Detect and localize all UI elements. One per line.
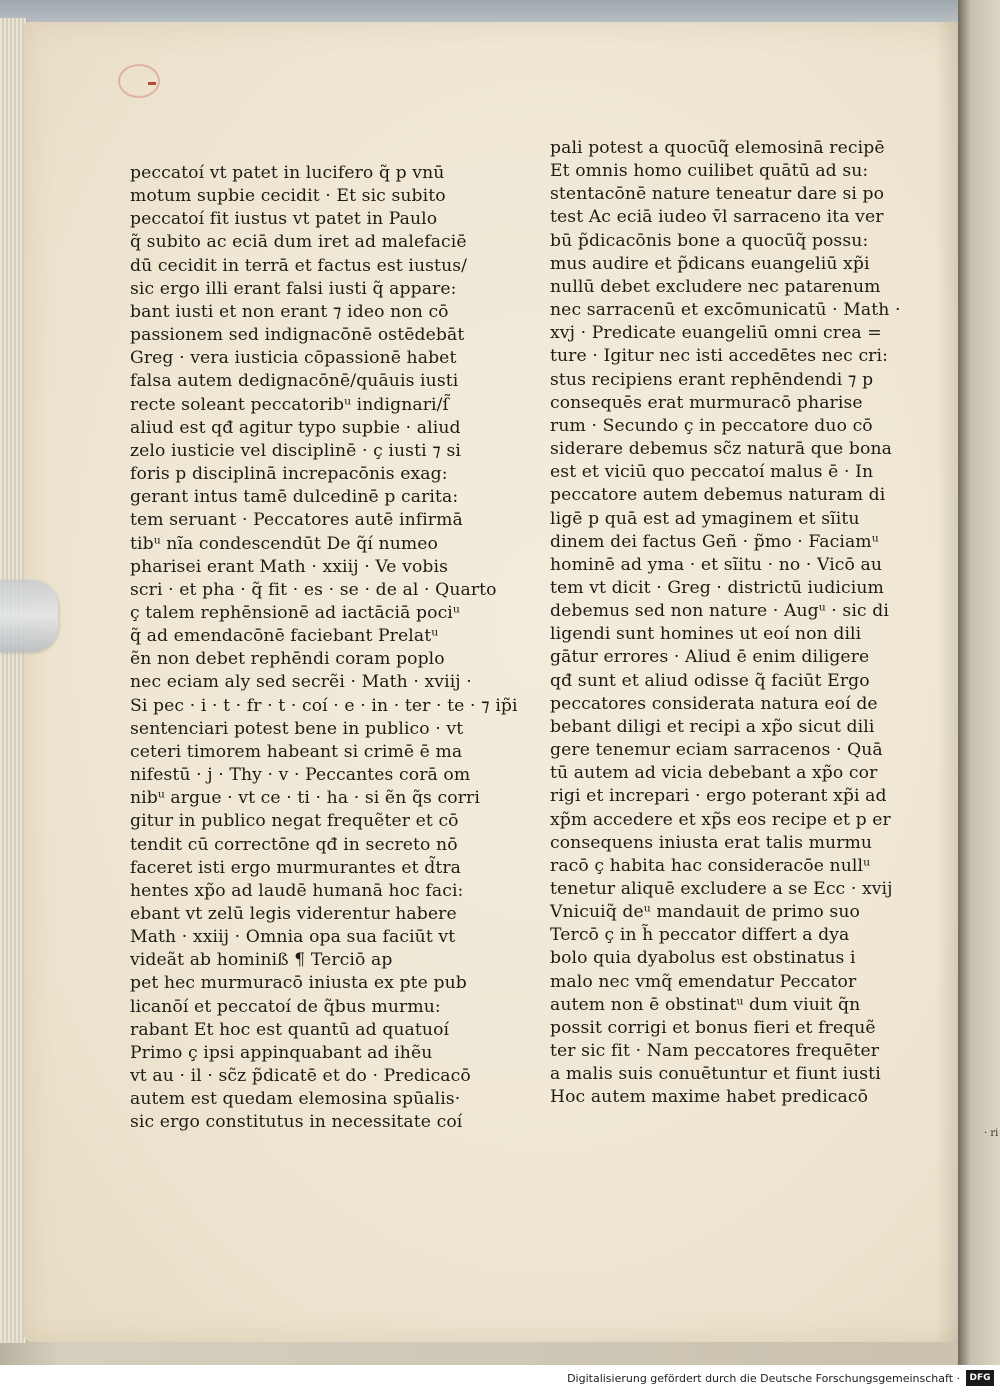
page-edge-stack [0, 18, 27, 1343]
text-line: Vnicuiq̃ deᵘ mandauit de primo suo [550, 902, 860, 923]
text-line: pharisei erant Math · xxiij · Ve vobis [130, 556, 449, 577]
text-line: a malis suis conuētuntur et fiunt iusti [550, 1064, 881, 1085]
text-line: Primo ç ipsi appinquabant ad ihẽu [130, 1042, 433, 1063]
text-line: sentenciari potest bene in publico · vt [130, 718, 464, 739]
text-line: peccatoí fit iustus vt patet in Paulo [130, 209, 438, 230]
text-line: recte soleant peccatoribᵘ indignari/ſ̃ [130, 394, 449, 415]
text-line: hentes xp̃o ad laudē humanā hoc faci: [130, 880, 464, 901]
text-line: Si pec · i · t · fr · t · coí · e · in · ter · te · ⁊ ip̃i [130, 695, 518, 716]
text-line: passionem sed indignacōnē ostēdebāt [130, 325, 465, 346]
text-line: racō ç habita hac consideracōe nullᵘ [550, 855, 871, 876]
text-line: peccatoí vt patet in lucifero q̃ p vnū [130, 163, 445, 183]
text-line: ter sic fit · Nam peccatores frequēter [550, 1041, 880, 1062]
rubric-dash [148, 82, 156, 85]
text-line: hominē ad yma · et sĩitu · no · Vicō au [550, 554, 883, 575]
text-line: ligendi sunt homines ut eoí non dili [550, 624, 862, 645]
text-line: consequēs erat murmuracō pharise [550, 392, 863, 413]
text-line: ligē p quā est ad ymaginem et sĩitu [550, 508, 860, 529]
text-line: nullū debet excludere nec patarenum [550, 276, 881, 297]
dfg-logo: DFG [966, 1370, 994, 1386]
text-line: xp̃m accedere et xp̃s eos recipe et p er [550, 809, 891, 830]
text-line: ture · Igitur nec isti accedētes nec cri: [550, 346, 888, 367]
text-line: sic ergo illi erant falsi iusti q̃ appare: [130, 278, 457, 299]
text-line: gerant intus tamē dulcedinē p carita: [130, 487, 459, 508]
scanner-top-strip [0, 0, 1000, 22]
text-line: scri · et pha · q̃ fit · es · se · de al · Quarto [130, 579, 497, 600]
digitization-footer [0, 1365, 1000, 1393]
text-line: nibᵘ argue · vt ce · ti · ha · si ẽn q̃s corri [130, 788, 480, 809]
text-line: qđ sunt et aliud odisse q̃ faciūt Ergo [550, 670, 870, 691]
text-line: gitur in publico negat frequẽter et cō [130, 811, 459, 832]
text-line: Math · xxiij · Omnia opa sua faciūt vt [130, 927, 456, 948]
text-line: dinem dei factus Geñ · p̃mo · Faciamᵘ [550, 531, 879, 552]
text-line: bant iusti et non erant ⁊ ideo non cō [130, 301, 449, 322]
text-line: vt au · il · sc̃z p̃dicatē et do · Predicacō [130, 1066, 471, 1087]
text-line: nifestū · j · Thy · v · Peccantes corā om [130, 765, 471, 786]
text-line: rabant Et hoc est quantū ad quatuoí [130, 1019, 450, 1040]
text-line: falsa autem dedignacōnē/quāuis iusti [130, 371, 459, 392]
text-line: consequens iniusta erat talis murmu [550, 832, 873, 853]
text-line: Et omnis homo cuilibet quātū ad su: [550, 161, 869, 182]
text-line: rum · Secundo ç in peccatore duo cō [550, 415, 873, 436]
text-line: tem seruant · Peccatores autē infirmā [130, 510, 463, 531]
text-line: Tercō ç in h̃ peccator differt a dya [550, 925, 850, 946]
text-line: videãt ab hominiß ¶ Terciō ap [130, 950, 393, 971]
text-line: tendit cū correctōne qđ in secreto nō [130, 834, 458, 855]
text-line: peccatore autem debemus naturam di [550, 485, 886, 506]
page-clip [0, 580, 58, 652]
text-line: faceret isti ergo murmurantes et d̃tra [130, 857, 462, 878]
text-line: aliud est qđ agitur typo supbie · aliud [130, 417, 461, 438]
text-line: peccatores considerata natura eoí de [550, 693, 878, 714]
text-line: zelo iusticie vel disciplinē · ç iusti ⁊ si [130, 440, 461, 461]
facing-page-edge [958, 0, 1000, 1365]
margin-note: · ri [984, 1128, 999, 1139]
text-line: autem est quedam elemosina spūalis· [130, 1089, 461, 1110]
footer-credit: Digitalisierung gefördert durch die Deutsche Forschungsgemeinschaft · [567, 1372, 960, 1385]
text-line: gere tenemur eciam sarracenos · Quā [550, 740, 883, 761]
text-line: nec eciam aly sed secrẽi · Math · xviij · [130, 672, 472, 693]
text-line: rigi et increpari · ergo poterant xp̃i ad [550, 786, 887, 807]
text-line: q̃ subito ac eciā dum iret ad malefaciē [130, 232, 467, 253]
text-line: motum supbie cecidit · Et sic subito [130, 186, 446, 207]
text-line: stentacōnē nature teneatur dare si po [550, 184, 885, 205]
text-line: pali potest a quocūq̃ elemosinā recipē [550, 138, 885, 158]
text-line: dū cecidit in terrā et factus est iustus/ [130, 255, 468, 276]
text-line: test Ac eciā iudeo v̄l sarraceno ita ver [550, 207, 884, 228]
text-line: xvj · Predicate euangeliū omni crea = [550, 323, 882, 344]
text-line: mus audire et p̃dicans euangeliū xp̃i [550, 253, 870, 274]
text-line: siderare debemus sc̃z naturā que bona [550, 439, 892, 460]
text-line: stus recipiens erant rephēndendi ⁊ p [550, 369, 874, 390]
text-line: sic ergo constitutus in necessitate coí [130, 1112, 463, 1133]
text-line: foris p disciplinā increpacōnis exag: [130, 464, 448, 485]
left-text-column [130, 162, 518, 1135]
text-line: malo nec vmq̃ emendatur Peccator [550, 971, 857, 992]
text-line: debemus sed non nature · Augᵘ · sic di [550, 601, 889, 622]
text-line: nec sarracenū et excōmunicatū · Math · [550, 300, 901, 321]
text-line: ẽn non debet rephēndi coram poplo [130, 649, 445, 670]
red-stamp-mark [118, 64, 160, 98]
text-line: pet hec murmuracō iniusta ex pte pub [130, 973, 467, 994]
text-line: Hoc autem maxime habet predicacō [550, 1087, 869, 1108]
text-line: tenetur aliquē excludere a se Ecc · xvij [550, 879, 893, 899]
text-line: autem non ē obstinatᵘ dum viuit q̃n [550, 994, 861, 1015]
text-line: possit corrigi et bonus fieri et frequẽ [550, 1017, 876, 1038]
text-line: tem vt dicit · Greg · districtū iudicium [550, 577, 884, 598]
text-line: ceteri timorem habeant si crimē ē ma [130, 741, 463, 762]
text-line: q̃ ad emendacōnē faciebant Prelatᵘ [130, 626, 439, 647]
text-line: bū p̃dicacōnis bone a quocūq̃ possu: [550, 230, 869, 251]
text-line: Greg · vera iusticia cōpassionē habet [130, 348, 457, 369]
text-line: ç talem rephēnsionē ad iactāciā pociᵘ [130, 602, 460, 623]
text-line: tibᵘ nĩa condescendūt De q̃í numeo [130, 533, 438, 554]
text-line: est et viciū quo peccatoí malus ē · In [550, 462, 874, 483]
text-line: bebant diligi et recipi a xp̃o sicut dili [550, 716, 875, 737]
text-line: ebant vt zelū legis viderentur habere [130, 904, 457, 924]
text-line: bolo quia dyabolus est obstinatus i [550, 948, 856, 969]
text-line: tū autem ad vicia debebant a xp̃o cor [550, 763, 878, 784]
right-text-column [550, 137, 901, 1110]
text-line: gātur errores · Aliud ē enim diligere [550, 647, 870, 668]
text-line: licanōí et peccatoí de q̃bus murmu: [130, 996, 441, 1017]
